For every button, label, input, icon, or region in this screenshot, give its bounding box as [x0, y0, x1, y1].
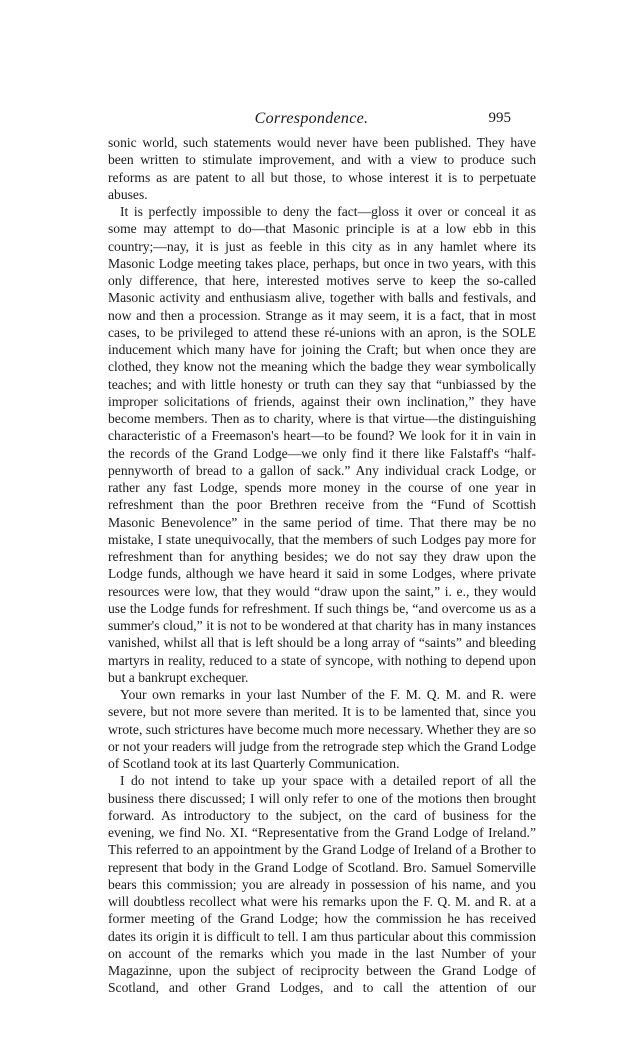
paragraph-4: I do not intend to take up your space with a detailed report of all the business there discussed; I will only refer to one of the motions then brought forward. As introductory to the subject, on the card of business for the evening, we find No. XI. “Representative from the Grand Lodge of Ireland.” This referred to an appointment by the Grand Lodge of Ireland of a Brother to represent that body in the Grand Lodge of Scotland. Bro. Samuel Somerville bears this commission; you are already in possession of his name, and you will doubtless recollect what were his remarks upon the F. Q. M. and R. at a former meeting of the Grand Lodge; how the commission he has received dates its origin it is difficult to tell. I am thus particular about this commission on account of the remarks which you made in the last Number of your Magazinne, upon the subject of reciprocity between the Grand Lodge of Scotland, and other Grand Lodges, and to call the attention of our	[108, 773, 536, 996]
paragraph-1: sonic world, such statements would never have been published. They have been written to stimulate improvement, and with a view to produce such reforms as are patent to all but those, to whose interest it is to perpetuate abuses.	[108, 135, 536, 202]
running-title: Correspondence.	[254, 110, 369, 127]
page-number: 995	[488, 110, 511, 126]
paragraph-2: It is perfectly impossible to deny the fact—gloss it over or conceal it as some may attempt to do—that Masonic principle is at a low ebb in this country;—nay, it is just as feeble in this city as in any hamlet where its Masonic Lodge meeting takes place, perhaps, but once in two years, with this only difference, that here, interested motives serve to keep the so-called Masonic activity and enthusiasm alive, together with balls and festivals, and now and then a procession. Strange as it may seem, it is a fact, that in most cases, to be privileged to attend these ré-unions with an apron, is the SOLE inducement which many have for joining the Craft; but when once they are clothed, they know not the meaning which the badge they wear symbolically teaches; and with little honesty or truth can they say that “unbiassed by the improper solicitations of friends, against their own inclination,” they have become members. Then as to charity, where is that virtue—the distinguishing characteristic of a Freemason's heart—to be found? We look for it in vain in the records of the Grand Lodge—we only find it there like Falstaff's “half-pennyworth of bread to a gallon of sack.” Any individual crack Lodge, or rather any fast Lodge, spends more money in the course of one year in refreshment than the poor Brethren receive from the “Fund of Scottish Masonic Benevolence” in the same period of time. That there may be no mistake, I state unequivocally, that the members of such Lodges pay more for refreshment than for anything besides; we do not say they draw upon the Lodge funds, although we have heard it said in some Lodges, where private resources were low, that they would “draw upon the saint,” i. e., they would use the Lodge funds for refreshment. If such things be, “and overcome us as a summer's cloud,” it is not to be wondered at that charity has in many instances vanished, whilst all that is left should be a long array of “saints” and bleeding martyrs in reality, reduced to a state of syncope, with nothing to depend upon but a bankrupt exchequer.	[108, 204, 536, 685]
paragraph-3: Your own remarks in your last Number of the F. M. Q. M. and R. were severe, but not more severe than merited. It is to be lamented that, since you wrote, such strictures have become much more necessary. Whether they are so or not your readers will judge from the retrograde step which the Grand Lodge of Scotland took at its last Quarterly Communication.	[108, 687, 536, 771]
running-head	[20, 110, 603, 132]
body-text	[108, 134, 536, 997]
